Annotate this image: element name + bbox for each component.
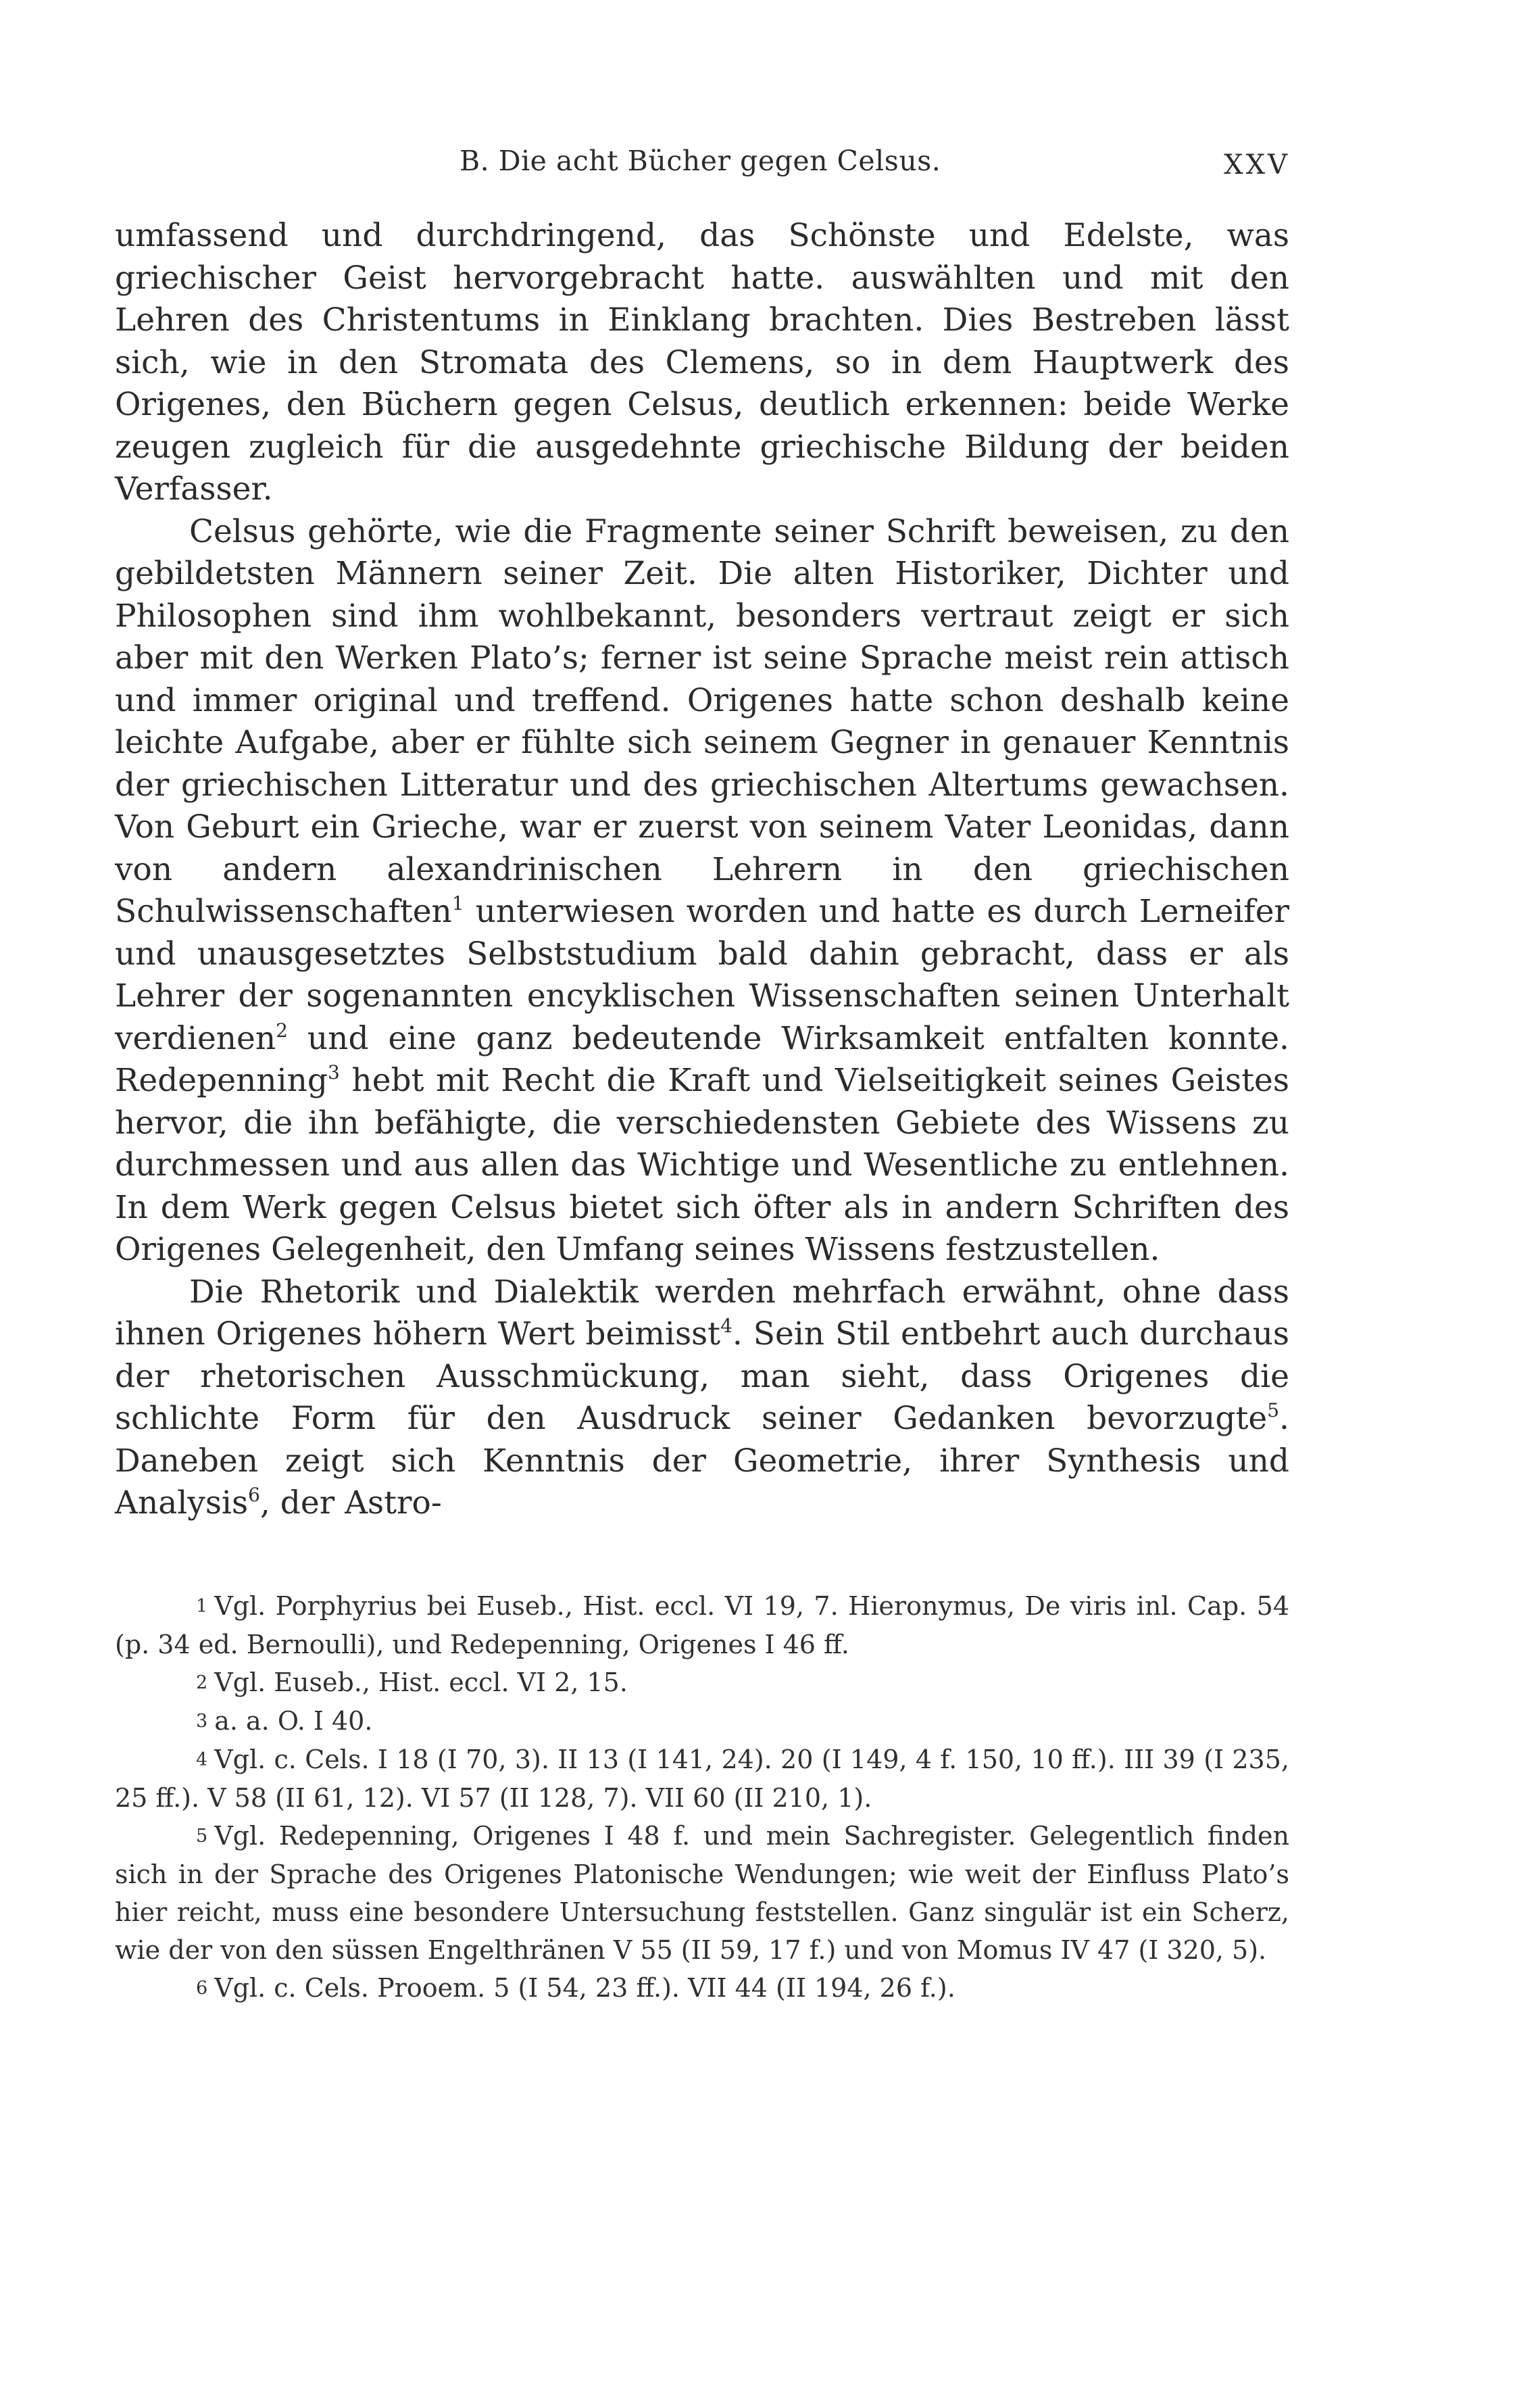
paragraph-2 bbox=[115, 511, 1289, 1271]
footnote-2 bbox=[115, 1663, 1289, 1702]
paragraph-3-text-b: . Sein Stil entbehrt auch durchaus der rhetorischen Ausschmückung, man sieht, dass Origenes die schlichte Form für den Ausdruck seiner Gedanken bevorzugte bbox=[115, 1315, 1289, 1437]
paragraph-2-text-b: unterwiesen worden und hatte es durch Lerneifer und unausgesetztes Selbststudium bald dahin gebracht, dass er als Lehrer der sogenannten encyklischen Wissenschaften seinen Unterhalt verdienen bbox=[115, 893, 1289, 1057]
main-text bbox=[115, 215, 1289, 1525]
footnote-4 bbox=[115, 1741, 1289, 1817]
paragraph-3-text-c: . Daneben zeigt sich Kenntnis der Geometrie, ihrer Synthesis und Analysis bbox=[115, 1400, 1289, 1522]
footnote-5 bbox=[115, 1817, 1289, 1969]
footnote-text: Vgl. Euseb., Hist. eccl. VI 2, 15. bbox=[214, 1668, 628, 1697]
footnote-text: Vgl. Redepenning, Origenes I 48 f. und mein Sachregister. Gelegentlich finden sich in der Sprache des Origenes Platonische Wendungen; wie weit der Einfluss Plato’s hier reicht, muss eine besondere Untersuchung feststellen. Ganz singulär ist ein Scherz, wie der von den süssen Engelthränen V 55 (II 59, 17 f.) und von Momus IV 47 (I 320, 5). bbox=[115, 1821, 1289, 1965]
running-head bbox=[115, 141, 1290, 181]
paragraph-2-text-a: Celsus gehörte, wie die Fragmente seiner Schrift beweisen, zu den gebildetsten Männern seiner Zeit. Die alten Historiker, Dichter und Philosophen sind ihm wohlbekannt, besonders vertraut zeigt er sich aber mit den Werken Plato’s; ferner ist seine Sprache meist rein attisch und immer original und treffend. Origenes hatte schon deshalb keine leichte Aufgabe, aber er fühlte sich seinem Gegner in genauer Kenntnis der griechischen Litteratur und des griechischen Altertums gewachsen. Von Geburt ein Grieche, war er zuerst von seinem Vater Leonidas, dann von andern alexandrinischen Lehrern in den griechischen Schulwissenschaften bbox=[115, 512, 1289, 930]
footnote-mark: 1 bbox=[196, 1596, 208, 1617]
footnote-mark: 2 bbox=[196, 1672, 208, 1693]
footnote-6 bbox=[115, 1969, 1289, 2008]
paragraph-2-text-c: und eine ganz bedeutende Wirksamkeit entfalten konnte. Redepenning bbox=[115, 1019, 1289, 1099]
paragraph-3-text-a: Die Rhetorik und Dialektik werden mehrfach erwähnt, ohne dass ihnen Origenes höhern Wert beimisst bbox=[115, 1273, 1289, 1353]
paragraph-2-text-d: hebt mit Recht die Kraft und Vielseitigkeit seines Geistes hervor, die ihn befähigte, die verschiedensten Gebiete des Wissens zu durchmessen und aus allen das Wichtige und Wesentliche zu entlehnen. In dem Werk gegen Celsus bietet sich öfter als in andern Schriften des Origenes Gelegenheit, den Umfang seines Wissens festzustellen. bbox=[115, 1062, 1289, 1268]
footnote-mark: 6 bbox=[196, 1978, 208, 1999]
footnote-text: Vgl. Porphyrius bei Euseb., Hist. eccl. VI 19, 7. Hieronymus, De viris inl. Cap. 54 (p. 34 ed. Bernoulli), und Redepenning, Origenes I 46 ff. bbox=[115, 1591, 1289, 1659]
footnotes bbox=[115, 1587, 1289, 2008]
footnote-ref-3: 3 bbox=[327, 1061, 340, 1084]
footnote-ref-4: 4 bbox=[720, 1315, 732, 1337]
footnote-mark: 5 bbox=[196, 1826, 208, 1847]
paragraph-3 bbox=[115, 1271, 1289, 1525]
paragraph-1: umfassend und durchdringend, das Schönste und Edelste, was griechischer Geist hervorgebracht hatte. auswählten und mit den Lehren des Christentums in Einklang brachten. Dies Bestreben lässt sich, wie in den Stromata des Clemens, so in dem Hauptwerk des Origenes, den Büchern gegen Celsus, deutlich erkennen: beide Werke zeugen zugleich für die ausgedehnte griechische Bildung der beiden Verfasser. bbox=[115, 217, 1289, 508]
footnote-text: Vgl. c. Cels. Prooem. 5 (I 54, 23 ff.). VII 44 (II 194, 26 f.). bbox=[214, 1973, 955, 2003]
footnote-ref-6: 6 bbox=[248, 1484, 260, 1506]
footnote-ref-5: 5 bbox=[1267, 1399, 1280, 1421]
footnote-text: Vgl. c. Cels. I 18 (I 70, 3). II 13 (I 141, 24). 20 (I 149, 4 f. 150, 10 ff.). III 39 (I 235, 25 ff.). V 58 (II 61, 12). VI 57 (II 128, 7). VII 60 (II 210, 1). bbox=[115, 1745, 1289, 1813]
page-number: XXV bbox=[1224, 149, 1290, 180]
footnote-1 bbox=[115, 1587, 1289, 1663]
running-head-title: B. Die acht Bücher gegen Celsus. bbox=[459, 145, 941, 177]
footnote-ref-2: 2 bbox=[276, 1019, 288, 1042]
footnote-mark: 4 bbox=[196, 1749, 208, 1770]
footnote-3 bbox=[115, 1702, 1289, 1741]
footnote-text: a. a. O. I 40. bbox=[214, 1706, 373, 1736]
footnote-ref-1: 1 bbox=[451, 892, 464, 915]
paragraph-3-text-d: , der Astro- bbox=[259, 1484, 442, 1522]
footnote-mark: 3 bbox=[196, 1711, 208, 1732]
